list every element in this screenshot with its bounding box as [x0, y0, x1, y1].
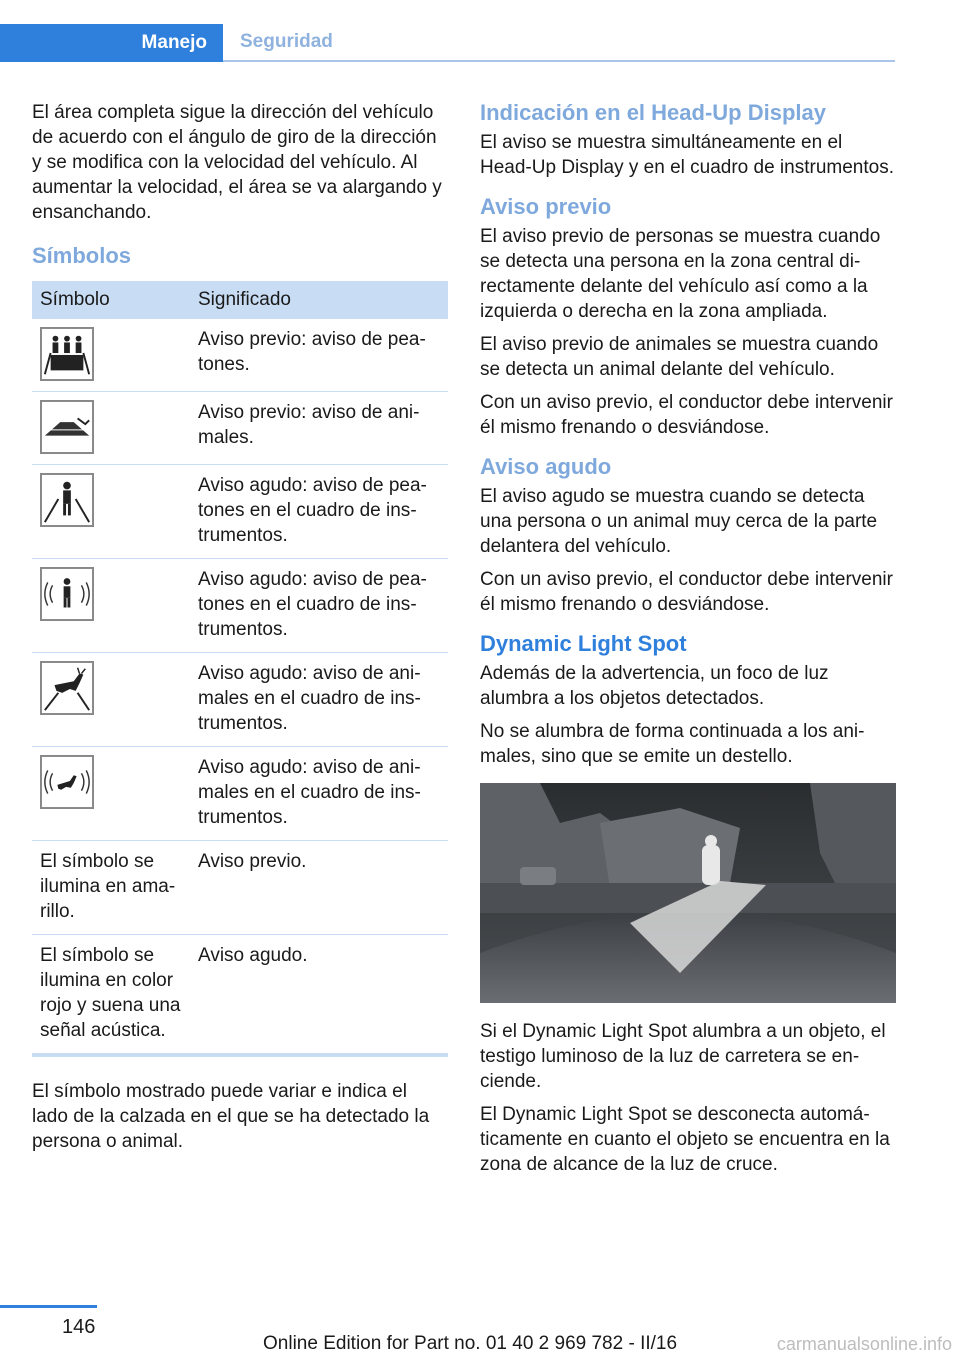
pedestrians-icon — [40, 327, 94, 381]
table-row — [32, 841, 448, 935]
row-meaning: Aviso previo. — [190, 841, 448, 935]
table-row — [32, 559, 448, 653]
right-column — [480, 100, 896, 1185]
prewarn-paragraph-2: El aviso previo de animales se muestra cuando se detecta un animal delante del vehículo. — [480, 334, 879, 380]
table-row — [32, 653, 448, 747]
footer-accent-line — [0, 1305, 97, 1308]
table-row — [32, 935, 448, 1056]
deer-sound-icon — [40, 755, 94, 809]
dls-heading: Dynamic Light Spot — [480, 631, 687, 656]
row-meaning: Aviso previo: aviso de animales. — [190, 392, 448, 465]
animal-road-icon — [40, 400, 94, 454]
row-meaning: Aviso agudo: aviso de peatones en el cuadro de instrumentos. — [190, 465, 448, 559]
row-meaning: Aviso agudo: aviso de animales en el cuadro de instrumentos. — [190, 747, 448, 841]
row-symbol-text: El símbolo se ilumina en amarillo. — [32, 841, 190, 935]
hud-heading: Indicación en el Head-Up Display — [480, 100, 826, 125]
dls-paragraph-4: El Dynamic Light Spot se desconecta automáticamente en cuanto el objeto se encuentra en la zona de alcance de la luz de cruce. — [480, 1104, 890, 1175]
page-number: 146 — [62, 1316, 96, 1338]
table-row — [32, 392, 448, 465]
row-meaning: Aviso agudo: aviso de animales en el cuadro de instrumentos. — [190, 653, 448, 747]
acute-paragraph-1: El aviso agudo se muestra cuando se detecta una persona o un animal muy cerca de la parte delantera del vehículo. — [480, 486, 878, 557]
pedestrian-sound-icon — [40, 567, 94, 621]
header-symbol: Símbolo — [32, 281, 190, 319]
row-meaning: Aviso previo: aviso de peatones. — [190, 319, 448, 392]
tab-seguridad[interactable]: Seguridad — [223, 24, 895, 62]
symbols-table — [32, 281, 448, 1057]
tab-manejo[interactable]: Manejo — [0, 24, 223, 62]
symbols-heading: Símbolos — [32, 243, 132, 268]
dls-paragraph-1: Además de la advertencia, un foco de luz alumbra a los objetos detectados. — [480, 663, 829, 709]
acute-heading: Aviso agudo — [480, 454, 612, 479]
table-header-row — [32, 281, 448, 319]
prewarn-paragraph-3: Con un aviso previo, el conductor debe intervenir él mismo frenando o desviándose. — [480, 392, 893, 438]
row-symbol-text: El símbolo se ilumina en color rojo y suena una señal acústica. — [32, 935, 190, 1056]
left-column — [32, 100, 448, 1162]
prewarn-paragraph-1: El aviso previo de personas se muestra cuando se detecta una persona en la zona central directamente delante del vehículo así como a la izquierda o derecha en la zona ampliada. — [480, 226, 881, 322]
prewarn-heading: Aviso previo — [480, 194, 612, 219]
table-row — [32, 465, 448, 559]
edition-text: Online Edition for Part no. 01 40 2 969 782 - II/16 — [263, 1333, 678, 1354]
acute-paragraph-2: Con un aviso previo, el conductor debe intervenir él mismo frenando o desviándose. — [480, 569, 893, 615]
intro-paragraph: El área completa sigue la dirección del vehículo de acuerdo con el ángulo de giro de la dirección y se modifica con la velocidad del vehículo. Al aumentar la velocidad, el área se va alargando y ensanchando. — [32, 102, 442, 223]
dls-paragraph-3: Si el Dynamic Light Spot alumbra a un objeto, el testigo luminoso de la luz de carretera se enciende. — [480, 1021, 886, 1092]
header-meaning: Significado — [190, 281, 448, 319]
top-navigation — [0, 24, 895, 62]
pedestrian-road-icon — [40, 473, 94, 527]
table-row — [32, 747, 448, 841]
outro-paragraph: El símbolo mostrado puede variar e indica el lado de la calzada en el que se ha detectado la persona o animal. — [32, 1081, 430, 1152]
row-meaning: Aviso agudo: aviso de peatones en el cuadro de instrumentos. — [190, 559, 448, 653]
dls-paragraph-2: No se alumbra de forma continuada a los animales, sino que se emite un destello. — [480, 721, 865, 767]
row-meaning: Aviso agudo. — [190, 935, 448, 1056]
hud-paragraph: El aviso se muestra simultáneamente en el Head-Up Display y en el cuadro de instrumentos. — [480, 132, 894, 178]
deer-road-icon — [40, 661, 94, 715]
dynamic-light-spot-photo — [480, 783, 896, 1003]
watermark-text: carmanualsonline.info — [776, 1334, 952, 1354]
table-row — [32, 319, 448, 392]
